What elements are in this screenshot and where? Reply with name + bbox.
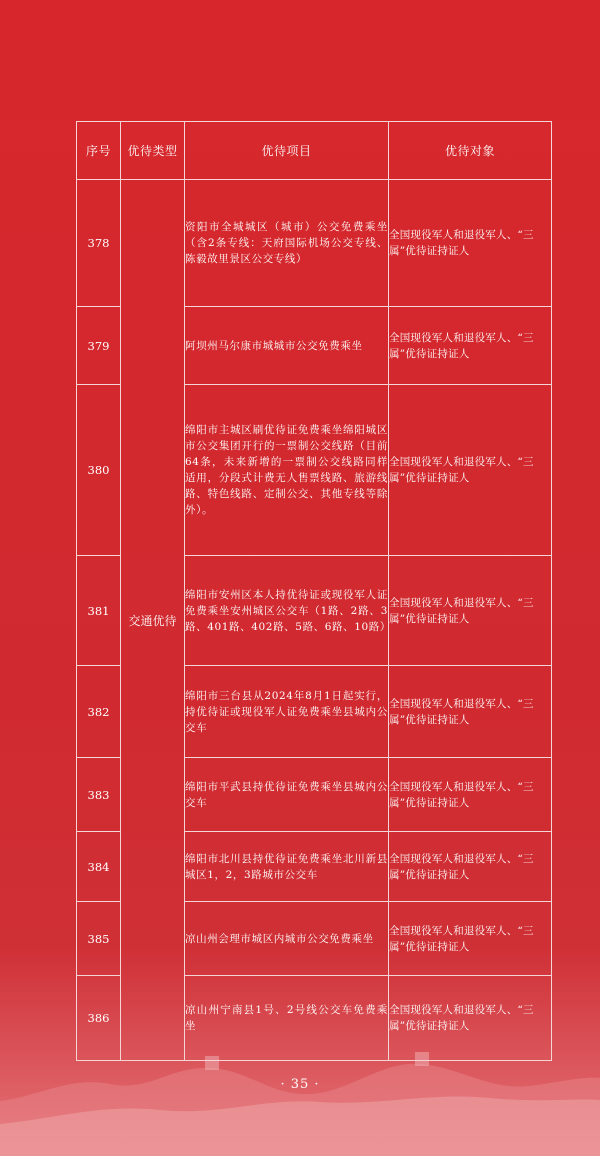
row-target: 全国现役军人和退役军人、“三属”优待证持证人	[389, 758, 552, 832]
row-number: 381	[77, 556, 121, 666]
row-item: 阿坝州马尔康市城城市公交免费乘坐	[185, 307, 389, 385]
row-number: 378	[77, 180, 121, 307]
row-item: 绵阳市安州区本人持优待证或现役军人证免费乘坐安州城区公交车（1路、2路、3路、401路、402路、5路、6路、10路）	[185, 556, 389, 666]
table-header-row	[77, 122, 552, 180]
row-target: 全国现役军人和退役军人、“三属”优待证持证人	[389, 976, 552, 1061]
row-item: 绵阳市平武县持优待证免费乘坐县城内公交车	[185, 758, 389, 832]
page-number: · 35 ·	[280, 1077, 320, 1092]
offers-table	[76, 121, 552, 1061]
row-item: 资阳市全城城区（城市）公交免费乘坐（含2条专线：天府国际机场公交专线、陈毅故里景区公交专线）	[185, 180, 389, 307]
row-number: 382	[77, 666, 121, 758]
row-target: 全国现役军人和退役军人、“三属”优待证持证人	[389, 556, 552, 666]
row-item: 绵阳市主城区刷优待证免费乘坐绵阳城区市公交集团开行的一票制公交线路（目前64条，未来新增的一票制公交线路同样适用，分段式计费无人售票线路、旅游线路、特色线路、定制公交、其他专线等除外）。	[185, 385, 389, 556]
row-target: 全国现役军人和退役军人、“三属”优待证持证人	[389, 666, 552, 758]
row-number: 385	[77, 902, 121, 976]
table-row	[77, 180, 552, 307]
row-number: 379	[77, 307, 121, 385]
row-item: 凉山州宁南县1号、2号线公交车免费乘坐	[185, 976, 389, 1061]
row-target: 全国现役军人和退役军人、“三属”优待证持证人	[389, 180, 552, 307]
row-number: 384	[77, 832, 121, 902]
header-target: 优待对象	[389, 122, 552, 180]
row-target: 全国现役军人和退役军人、“三属”优待证持证人	[389, 832, 552, 902]
header-type: 优待类型	[121, 122, 185, 180]
row-number: 386	[77, 976, 121, 1061]
header-item: 优待项目	[185, 122, 389, 180]
row-item: 绵阳市三台县从2024年8月1日起实行，持优待证或现役军人证免费乘坐县城内公交车	[185, 666, 389, 758]
row-number: 380	[77, 385, 121, 556]
category-cell: 交通优待	[121, 180, 185, 1061]
row-target: 全国现役军人和退役军人、“三属”优待证持证人	[389, 307, 552, 385]
row-target: 全国现役军人和退役军人、“三属”优待证持证人	[389, 385, 552, 556]
row-item: 凉山州会理市城区内城市公交免费乘坐	[185, 902, 389, 976]
header-num: 序号	[77, 122, 121, 180]
row-number: 383	[77, 758, 121, 832]
row-target: 全国现役军人和退役军人、“三属”优待证持证人	[389, 902, 552, 976]
row-item: 绵阳市北川县持优待证免费乘坐北川新县城区1，2，3路城市公交车	[185, 832, 389, 902]
